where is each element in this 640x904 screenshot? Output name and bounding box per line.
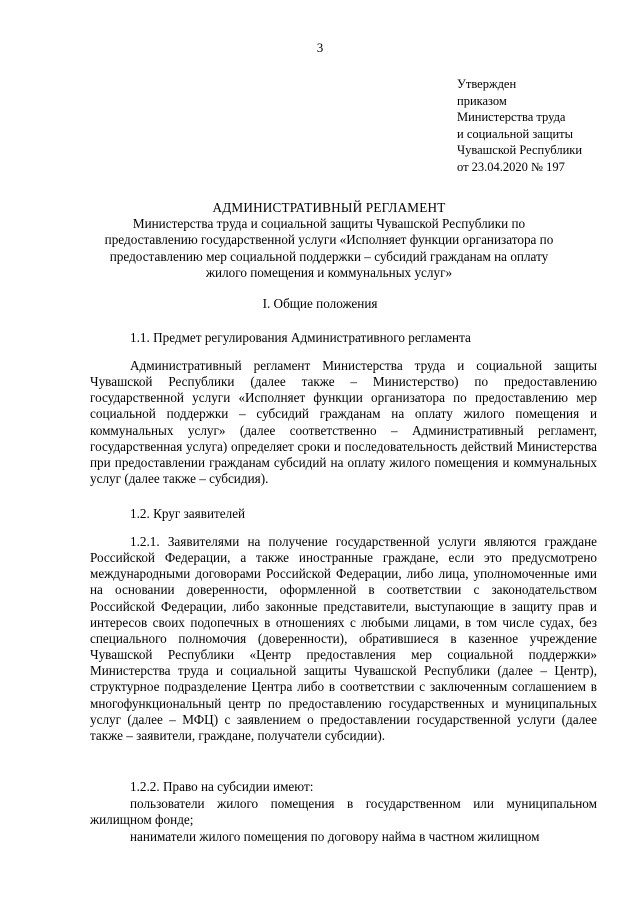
approval-line: от 23.04.2020 № 197 [457,159,565,174]
approval-line: приказом [457,93,507,108]
paragraph-1-1: Административный регламент Министерства труда и социальной защиты Чувашской Республики (далее также – Министерство) по предоставлению государственной услуги «Исполняет функции организатора по предоставлению мер социальной поддержки – субсидий гражданам на оплату жилого помещения и коммунальных услуг» (далее соответственно – Административный регламент, государственная услуга) определяет сроки и последовательность действий Министерства при предоставлении гражданам субсидий на оплату жилого помещения и коммунальных услуг (далее также – субсидия). [90,358,597,487]
list-item: пользователи жилого помещения в государственном или муниципальном жилищном фонде; [90,796,597,828]
approval-stamp [457,76,582,175]
approval-line: Чувашской Республики [457,143,583,157]
approval-line: Министерства труда [457,110,566,124]
subsection-heading-1-2: 1.2. Круг заявителей [130,506,246,521]
document-subtitle: Министерства труда и социальной защиты Чувашской Республики по предоставлению государственной услуги «Исполняет функции организатора по предоставлению мер социальной поддержки – субсидий гражданам на оплату жилого помещения и коммунальных услуг» [104,216,554,280]
page-number: 3 [316,40,324,55]
section-heading: I. Общие положения [262,296,378,311]
approval-line: Утвержден [457,77,517,91]
approval-line: и социальной защиты [457,126,574,141]
list-item: наниматели жилого помещения по договору найма в частном жилищном [130,829,540,844]
paragraph-1-2-1: 1.2.1. Заявителями на получение государственной услуги являются граждане Российской Федерации, а также иностранные граждане, если это предусмотрено международными договорами Российской Федерации, либо лица, уполномоченные ими на основании доверенности, оформленной в соответствии с законодательством Российской Федерации, либо законные представители, выступающие в защиту прав и интересов своих подопечных в отношениях с любыми лицами, в том числе судах, без специального полномочия (доверенности), обратившиеся в казенное учреждение Чувашской Республики «Центр предоставления мер социальной поддержки» Министерства труда и социальной защиты Чувашской Республики (далее – Центр), структурное подразделение Центра либо в соответствии с заключенным соглашением в многофункциональный центр по предоставлению государственных и муниципальных услуг (далее – МФЦ) с заявлением о предоставлении государственной услуги (далее также – заявители, граждане, получатели субсидии). [90,534,597,743]
document-title: АДМИНИСТРАТИВНЫЙ РЕГЛАМЕНТ [212,200,446,215]
subsection-heading-1-1: 1.1. Предмет регулирования Административного регламента [130,330,471,345]
document-title-block [90,200,568,281]
paragraph-1-2-2: 1.2.2. Право на субсидии имеют: [130,779,314,794]
